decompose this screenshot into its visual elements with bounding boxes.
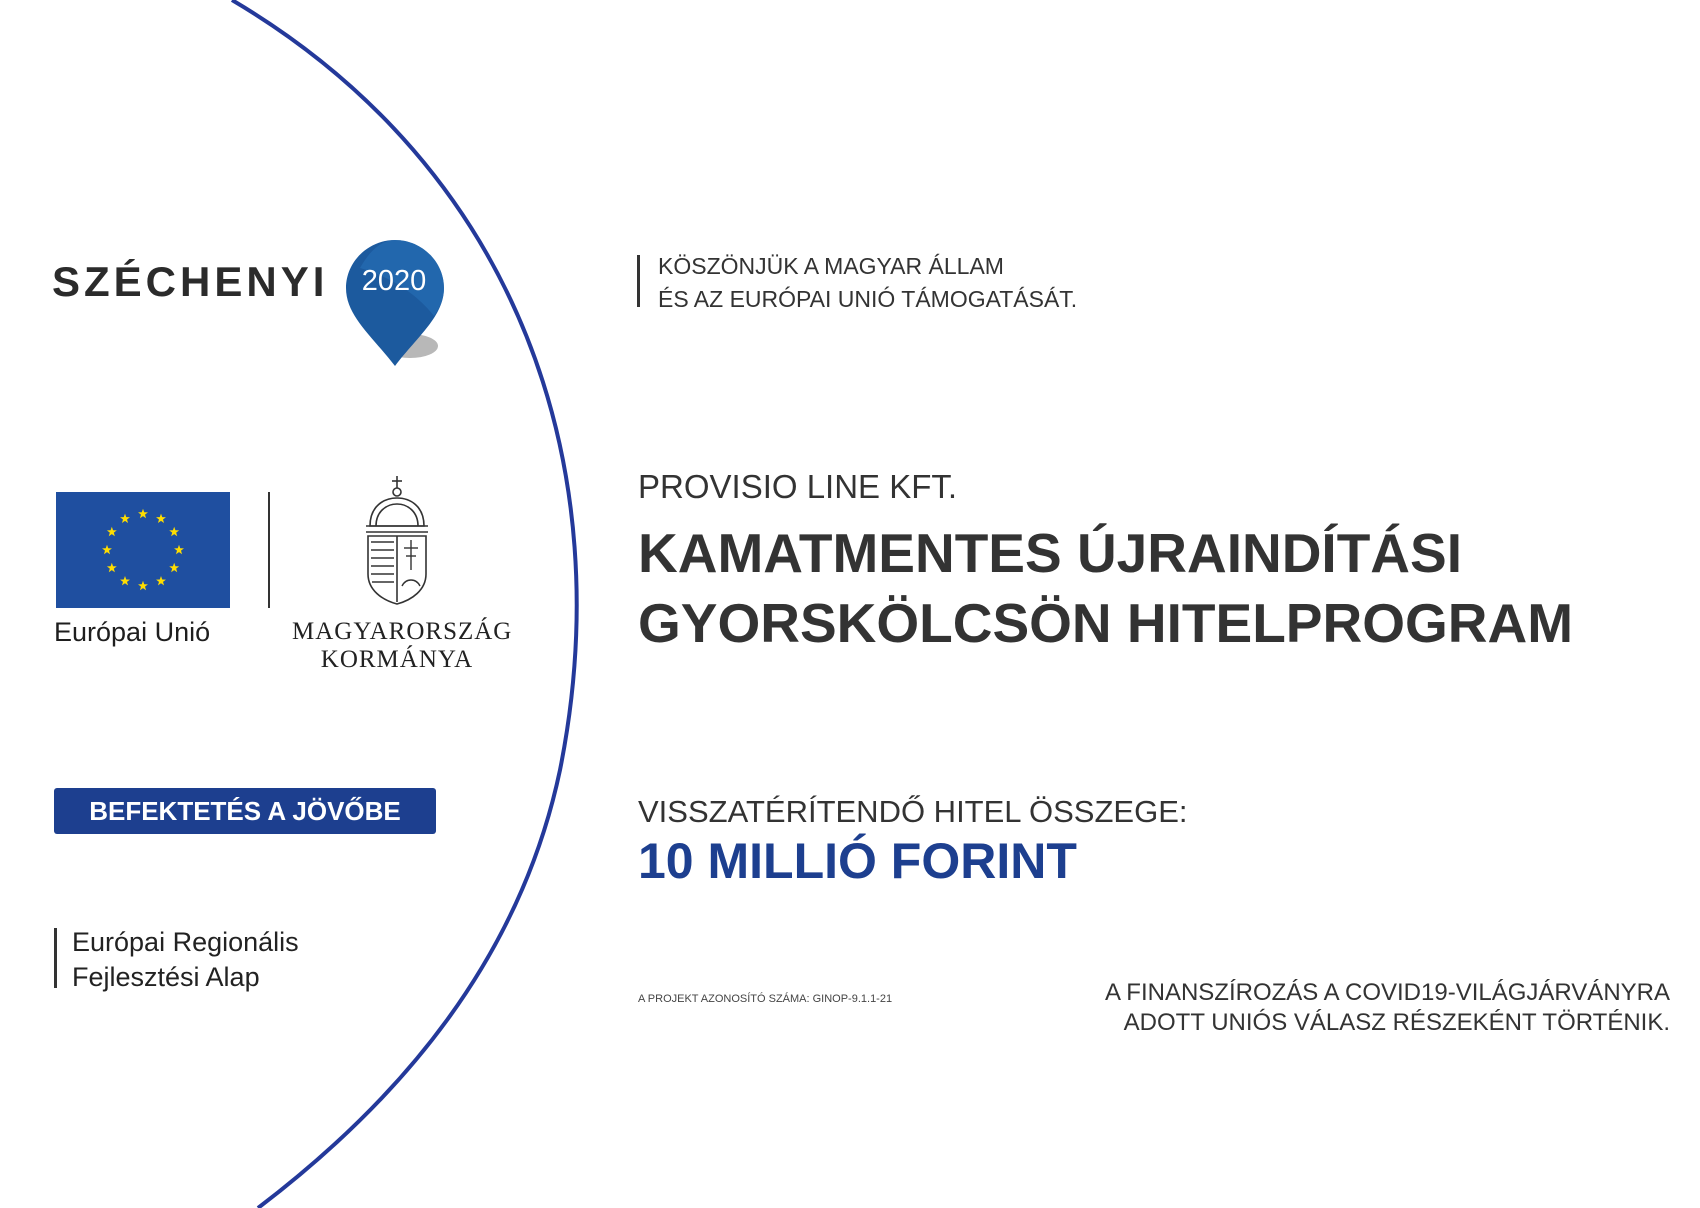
- fund-line-2: Fejlesztési Alap: [72, 962, 260, 992]
- financing-note-line-1: A FINANSZÍROZÁS A COVID19-VILÁGJÁRVÁNYRA: [1104, 979, 1670, 1006]
- project-id: A PROJEKT AZONOSÍTÓ SZÁMA: GINOP-9.1.1-21: [638, 993, 893, 1005]
- slogan-badge: BEFEKTETÉS A JÖVŐBE: [54, 788, 436, 834]
- coat-of-arms-icon: [362, 474, 432, 606]
- loan-amount-label: VISSZATÉRÍTENDŐ HITEL ÖSSZEGE:: [638, 794, 1188, 829]
- thanks-text: [658, 250, 1077, 316]
- eu-star-icon: [169, 527, 179, 536]
- program-title: [638, 518, 1573, 658]
- eu-star-icon: [169, 563, 179, 572]
- loan-amount: 10 MILLIÓ FORINT: [638, 833, 1077, 889]
- eu-star-icon: [107, 563, 117, 572]
- logo-divider: [268, 492, 270, 608]
- thanks-line-1: KÖSZÖNJÜK A MAGYAR ÁLLAM: [658, 253, 1004, 279]
- eu-flag: [56, 492, 230, 608]
- szechenyi-year: 2020: [361, 265, 427, 297]
- fund-name: [72, 925, 299, 995]
- eu-label: Európai Unió: [54, 617, 211, 647]
- government-line-2: KORMÁNYA: [320, 646, 474, 673]
- fund-line-1: Európai Regionális: [72, 927, 299, 957]
- fund-divider: [54, 928, 57, 988]
- beneficiary-name: PROVISIO LINE KFT.: [638, 468, 958, 505]
- eu-star-icon: [138, 509, 148, 518]
- eu-star-icon: [107, 527, 117, 536]
- szechenyi-wordmark: SZÉCHENYI: [52, 258, 329, 305]
- eu-star-icon: [138, 581, 148, 590]
- eu-star-icon: [102, 545, 112, 554]
- eu-star-icon: [156, 576, 166, 585]
- location-pin-icon: [340, 238, 450, 368]
- government-line-1: MAGYARORSZÁG: [292, 618, 513, 645]
- eu-star-icon: [120, 576, 130, 585]
- program-title-line-1: KAMATMENTES ÚJRAINDÍTÁSI: [638, 522, 1462, 584]
- program-title-line-2: GYORSKÖLCSÖN HITELPROGRAM: [638, 592, 1574, 654]
- financing-note: [770, 978, 1670, 1038]
- eu-star-icon: [120, 514, 130, 523]
- eu-star-icon: [156, 514, 166, 523]
- financing-note-line-2: ADOTT UNIÓS VÁLASZ RÉSZEKÉNT TÖRTÉNIK.: [1123, 1009, 1670, 1036]
- thanks-divider: [637, 255, 640, 307]
- thanks-line-2: ÉS AZ EURÓPAI UNIÓ TÁMOGATÁSÁT.: [658, 286, 1078, 312]
- eu-stars-icon: [56, 492, 230, 608]
- eu-star-icon: [174, 545, 184, 554]
